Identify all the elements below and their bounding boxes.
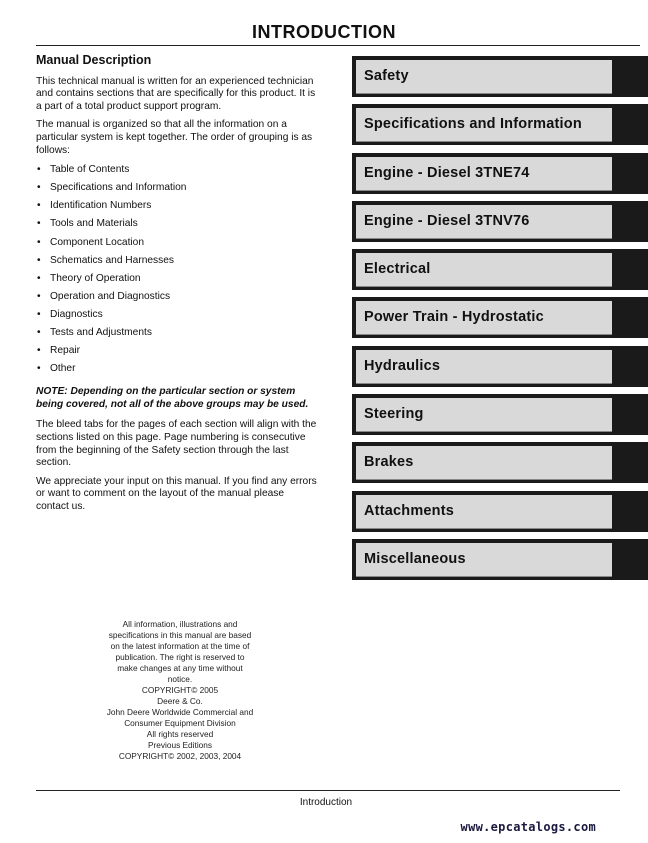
section-tab-steering[interactable] [352, 394, 648, 435]
organization-paragraph: The manual is organized so that all the information on a particular system is kept together. The order of grouping is as follows: [36, 119, 313, 156]
section-tab-safety[interactable] [352, 56, 648, 97]
feedback-paragraph: We appreciate your input on this manual. If you find any errors or want to comment on the layout of the manual please contact us. [36, 475, 317, 513]
section-tab-engine-3tne74[interactable] [352, 153, 648, 194]
list-item: • Component Location [36, 236, 318, 254]
copyright-line: make changes at any time without [117, 663, 243, 673]
copyright-line: All rights reserved [146, 729, 214, 739]
copyright-line: Previous Editions [147, 740, 213, 750]
manual-description-column [36, 54, 318, 520]
section-tab-electrical[interactable] [352, 249, 648, 290]
tab-label: Attachments [364, 502, 455, 519]
section-tab-attachments[interactable] [352, 491, 648, 532]
tab-label: Miscellaneous [364, 550, 466, 567]
list-item: • Table of Contents [36, 163, 318, 181]
section-tab-miscellaneous[interactable] [352, 539, 648, 580]
watermark-link[interactable]: www.epcatalogs.com [460, 820, 596, 834]
bleed-tabs-paragraph: The bleed tabs for the pages of each section will align with the sections listed on this page. Page numbering is consecutive from the beginning of the Safety section through the last section. [36, 419, 317, 469]
list-item: • Theory of Operation [36, 272, 318, 290]
header-divider [36, 45, 640, 46]
section-tab-specifications[interactable] [352, 104, 648, 145]
copyright-line: publication. The right is reserved to [115, 652, 245, 662]
list-item: • Identification Numbers [36, 199, 318, 217]
tab-label: Specifications and Information [364, 116, 582, 133]
section-tabs [352, 56, 648, 587]
copyright-line: All information, illustrations and [122, 619, 238, 629]
tab-label: Engine - Diesel 3TNE74 [364, 164, 530, 181]
section-tab-engine-3tnv76[interactable] [352, 201, 648, 242]
tab-label: Steering [364, 406, 424, 423]
list-item: • Operation and Diagnostics [36, 290, 318, 308]
note-text: NOTE: Depending on the particular section or system being covered, not all of the above groups may be used. [36, 386, 309, 410]
grouping-list [36, 163, 318, 380]
list-item: • Specifications and Information [36, 181, 318, 199]
section-tab-hydraulics[interactable] [352, 346, 648, 387]
list-item: • Schematics and Harnesses [36, 254, 318, 272]
list-item: • Repair [36, 344, 318, 362]
copyright-line: notice. [167, 674, 193, 684]
tab-label: Power Train - Hydrostatic [364, 309, 544, 326]
tab-label: Hydraulics [364, 357, 441, 374]
copyright-line: specifications in this manual are based [108, 630, 252, 640]
tab-label: Electrical [364, 261, 431, 278]
copyright-line: COPYRIGHT© 2005 [141, 685, 219, 695]
section-tab-power-train[interactable] [352, 297, 648, 338]
footer-divider [36, 790, 620, 791]
manual-description-heading: Manual Description [36, 53, 152, 67]
list-item: • Tools and Materials [36, 217, 318, 235]
copyright-line: Deere & Co. [157, 696, 203, 706]
intro-paragraph: This technical manual is written for an experienced technician and contains sections that are specifically for this product. It is a part of a total product support program. [36, 75, 316, 112]
tab-label: Safety [364, 68, 409, 84]
copyright-line: Consumer Equipment Division [124, 718, 236, 728]
list-item: • Diagnostics [36, 308, 318, 326]
copyright-line: COPYRIGHT© 2002, 2003, 2004 [118, 751, 242, 761]
copyright-notice [100, 619, 260, 762]
section-tab-brakes[interactable] [352, 442, 648, 483]
copyright-line: John Deere Worldwide Commercial and [106, 707, 254, 717]
list-item: • Tests and Adjustments [36, 326, 318, 344]
footer-section-name: Introduction [299, 797, 353, 808]
list-item: • Other [36, 362, 318, 380]
tab-label: Engine - Diesel 3TNV76 [364, 212, 530, 229]
copyright-line: on the latest information at the time of [110, 641, 250, 651]
page-title: INTRODUCTION [252, 22, 396, 42]
tab-label: Brakes [364, 454, 414, 471]
